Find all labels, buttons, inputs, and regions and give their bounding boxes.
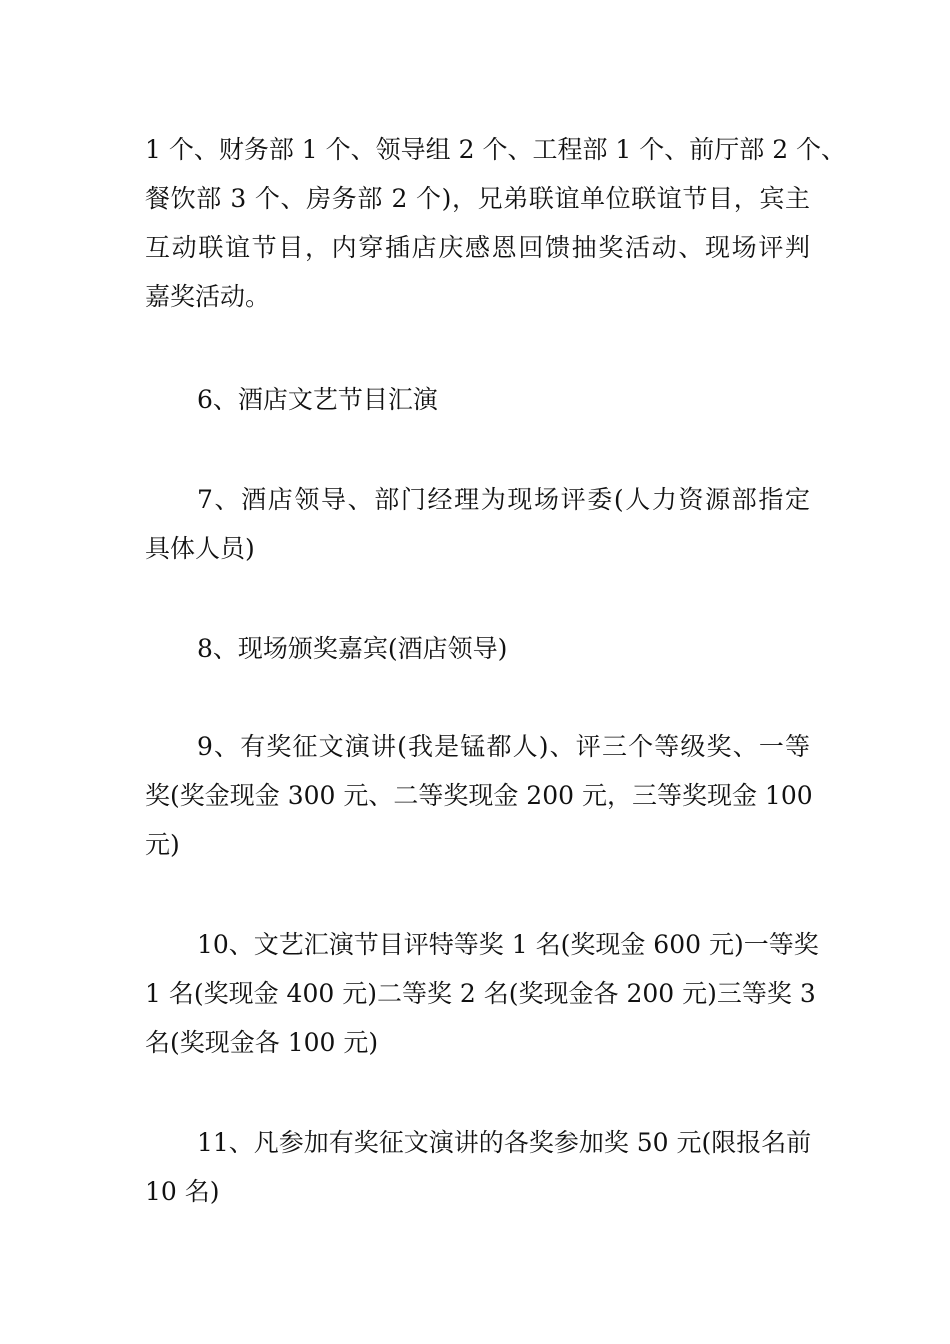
text-line: 餐饮部 3 个、房务部 2 个)，兄弟联谊单位联谊节目，宾主 — [145, 184, 810, 213]
text-line: 互动联谊节目，内穿插店庆感恩回馈抽奖活动、现场评判 — [145, 233, 810, 262]
paragraph-item-6 — [145, 375, 810, 424]
paragraph-item-8 — [145, 624, 810, 673]
paragraph-departments — [145, 125, 847, 321]
text-line: 8、现场颁奖嘉宾(酒店领导) — [197, 634, 508, 663]
text-line: 1 个、财务部 1 个、领导组 2 个、工程部 1 个、前厅部 2 个、 — [145, 135, 847, 164]
text-line: 6、酒店文艺节目汇演 — [197, 385, 438, 414]
text-line: 元) — [145, 830, 180, 859]
text-line: 名(奖现金各 100 元) — [145, 1028, 379, 1057]
text-line: 10、文艺汇演节目评特等奖 1 名(奖现金 600 元)一等奖 — [197, 930, 819, 959]
paragraph-item-9 — [145, 722, 813, 869]
text-line: 10 名) — [145, 1177, 220, 1206]
text-line: 1 名(奖现金 400 元)二等奖 2 名(奖现金各 200 元)三等奖 3 — [145, 979, 816, 1008]
paragraph-item-10 — [145, 920, 819, 1067]
paragraph-item-11 — [145, 1118, 810, 1216]
text-line: 7、酒店领导、部门经理为现场评委(人力资源部指定 — [197, 485, 810, 514]
text-line: 9、有奖征文演讲(我是锰都人)、评三个等级奖、一等 — [197, 732, 810, 761]
text-line: 嘉奖活动。 — [145, 282, 271, 311]
text-line: 具体人员) — [145, 534, 255, 563]
text-line: 11、凡参加有奖征文演讲的各奖参加奖 50 元(限报名前 — [197, 1128, 812, 1157]
paragraph-item-7 — [145, 475, 810, 573]
text-line: 奖(奖金现金 300 元、二等奖现金 200 元，三等奖现金 100 — [145, 781, 813, 810]
